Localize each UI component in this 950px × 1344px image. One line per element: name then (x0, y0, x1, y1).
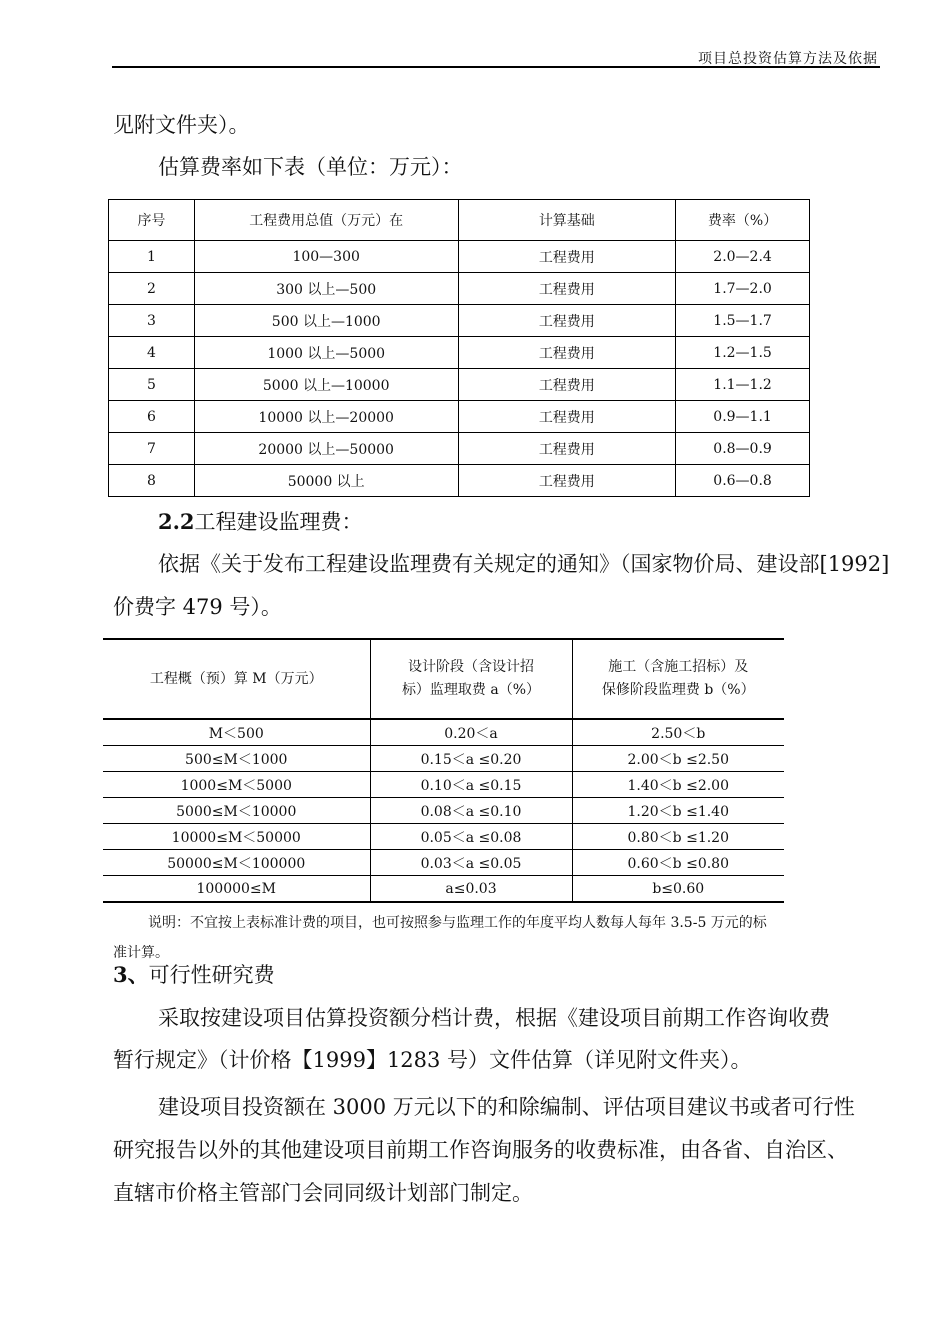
table-cell: 0.6—0.8 (676, 465, 810, 497)
table-cell: 工程费用 (458, 465, 676, 497)
table-cell: 500≤M＜1000 (103, 746, 370, 772)
table-cell: 1.1—1.2 (676, 369, 810, 401)
table-cell: 5000 以上—10000 (194, 369, 458, 401)
table-row (109, 465, 810, 497)
table-cell: 3 (109, 305, 195, 337)
table-cell: 1.40＜b ≤2.00 (572, 772, 784, 798)
table-cell: 4 (109, 337, 195, 369)
table-row (103, 850, 784, 876)
table-row (109, 305, 810, 337)
table-row (103, 876, 784, 903)
table-header-cell: 费率（%） (676, 200, 810, 241)
table-cell: 0.05＜a ≤0.08 (370, 824, 572, 850)
table-cell: 工程费用 (458, 305, 676, 337)
table-cell: 0.03＜a ≤0.05 (370, 850, 572, 876)
section-2-2-heading (158, 509, 363, 535)
table-header-row (109, 200, 810, 241)
table-cell: a≤0.03 (370, 876, 572, 903)
page-header-title: 项目总投资估算方法及依据 (698, 51, 878, 67)
table-cell: 50000 以上 (194, 465, 458, 497)
table-cell: 7 (109, 433, 195, 465)
header-line: 保修阶段监理费 b（%） (601, 682, 755, 698)
section-3-heading (113, 962, 275, 988)
table-row (103, 746, 784, 772)
table-cell: 1.20＜b ≤1.40 (572, 798, 784, 824)
table-row (109, 337, 810, 369)
paragraph-basis-line: 价费字 479 号）。 (113, 595, 282, 619)
table-cell: 0.60＜b ≤0.80 (572, 850, 784, 876)
table-cell: 0.10＜a ≤0.15 (370, 772, 572, 798)
table-header-cell: 计算基础 (458, 200, 676, 241)
table-cell: 工程费用 (458, 273, 676, 305)
section-title: 工程建设监理费： (194, 510, 363, 534)
table-cell: 2.0—2.4 (676, 241, 810, 273)
table-row (103, 772, 784, 798)
table-cell: 100—300 (194, 241, 458, 273)
table-header-row (103, 639, 784, 719)
table-note: 说明：不宜按上表标准计费的项目，也可按照参与监理工作的年度平均人数每人每年 3.5-5 万元的标 (148, 915, 767, 931)
paragraph-fee-standard: 研究报告以外的其他建设项目前期工作咨询服务的收费标准，由各省、自治区、 (113, 1138, 848, 1162)
table-row (109, 433, 810, 465)
table-header-cell (572, 639, 784, 719)
section-title: 可行性研究费 (148, 963, 275, 987)
paragraph-basis-line: 依据《关于发布工程建设监理费有关规定的通知》（国家物价局、建设部[1992] (158, 552, 890, 576)
table-cell: 1.5—1.7 (676, 305, 810, 337)
table-cell: M＜500 (103, 719, 370, 746)
table-cell: 5 (109, 369, 195, 401)
section-number: 2.2 (158, 509, 195, 534)
paragraph-fee-standard: 直辖市价格主管部门会同同级计划部门制定。 (113, 1181, 533, 1205)
header-line: 标）监理取费 a（%） (401, 682, 541, 698)
table-cell: 工程费用 (458, 369, 676, 401)
table-header-cell (370, 639, 572, 719)
table-cell: 5000≤M＜10000 (103, 798, 370, 824)
supervision-fee-table (103, 638, 784, 903)
table-cell: 10000 以上—20000 (194, 401, 458, 433)
table-cell: 工程费用 (458, 241, 676, 273)
table-cell: 工程费用 (458, 401, 676, 433)
table-cell: 1000≤M＜5000 (103, 772, 370, 798)
table-cell: 2.50＜b (572, 719, 784, 746)
table-cell: 2 (109, 273, 195, 305)
table-note: 准计算。 (113, 945, 169, 961)
table-cell: b≤0.60 (572, 876, 784, 903)
table-header-cell: 工程概（预）算 M（万元） (103, 639, 370, 719)
table-row (103, 798, 784, 824)
table-cell: 0.8—0.9 (676, 433, 810, 465)
table-cell: 1000 以上—5000 (194, 337, 458, 369)
table-cell: 工程费用 (458, 433, 676, 465)
paragraph-feasibility: 采取按建设项目估算投资额分档计费，根据《建设项目前期工作咨询收费 (158, 1006, 830, 1030)
table-row (109, 241, 810, 273)
table-row (109, 273, 810, 305)
paragraph-fee-standard: 建设项目投资额在 3000 万元以下的和除编制、评估项目建议书或者可行性 (158, 1095, 855, 1119)
table-header-cell: 工程费用总值（万元）在 (194, 200, 458, 241)
section-number: 3、 (113, 962, 149, 987)
table-row (103, 719, 784, 746)
table-cell: 100000≤M (103, 876, 370, 903)
header-line: 施工（含施工招标）及 (608, 659, 749, 675)
table-cell: 50000≤M＜100000 (103, 850, 370, 876)
header-rule (112, 66, 880, 68)
table-cell: 0.80＜b ≤1.20 (572, 824, 784, 850)
table-cell: 20000 以上—50000 (194, 433, 458, 465)
table-row (109, 369, 810, 401)
table-cell: 500 以上—1000 (194, 305, 458, 337)
table-cell: 0.9—1.1 (676, 401, 810, 433)
table-row (103, 824, 784, 850)
table-cell: 0.20＜a (370, 719, 572, 746)
header-line: 设计阶段（含设计招 (408, 659, 534, 675)
table-cell: 1.2—1.5 (676, 337, 810, 369)
paragraph-continuation: 见附文件夹）。 (113, 113, 250, 137)
table-cell: 6 (109, 401, 195, 433)
table-cell: 0.15＜a ≤0.20 (370, 746, 572, 772)
paragraph-rate-intro: 估算费率如下表（单位：万元）： (158, 155, 463, 179)
table-cell: 1.7—2.0 (676, 273, 810, 305)
table-header-cell: 序号 (109, 200, 195, 241)
table-cell: 2.00＜b ≤2.50 (572, 746, 784, 772)
table-cell: 8 (109, 465, 195, 497)
table-cell: 0.08＜a ≤0.10 (370, 798, 572, 824)
paragraph-feasibility: 暂行规定》（计价格【1999】1283 号）文件估算（详见附文件夹）。 (113, 1048, 752, 1072)
table-cell: 10000≤M＜50000 (103, 824, 370, 850)
table-cell: 工程费用 (458, 337, 676, 369)
table-cell: 300 以上—500 (194, 273, 458, 305)
estimate-rate-table (108, 199, 810, 497)
table-cell: 1 (109, 241, 195, 273)
table-row (109, 401, 810, 433)
